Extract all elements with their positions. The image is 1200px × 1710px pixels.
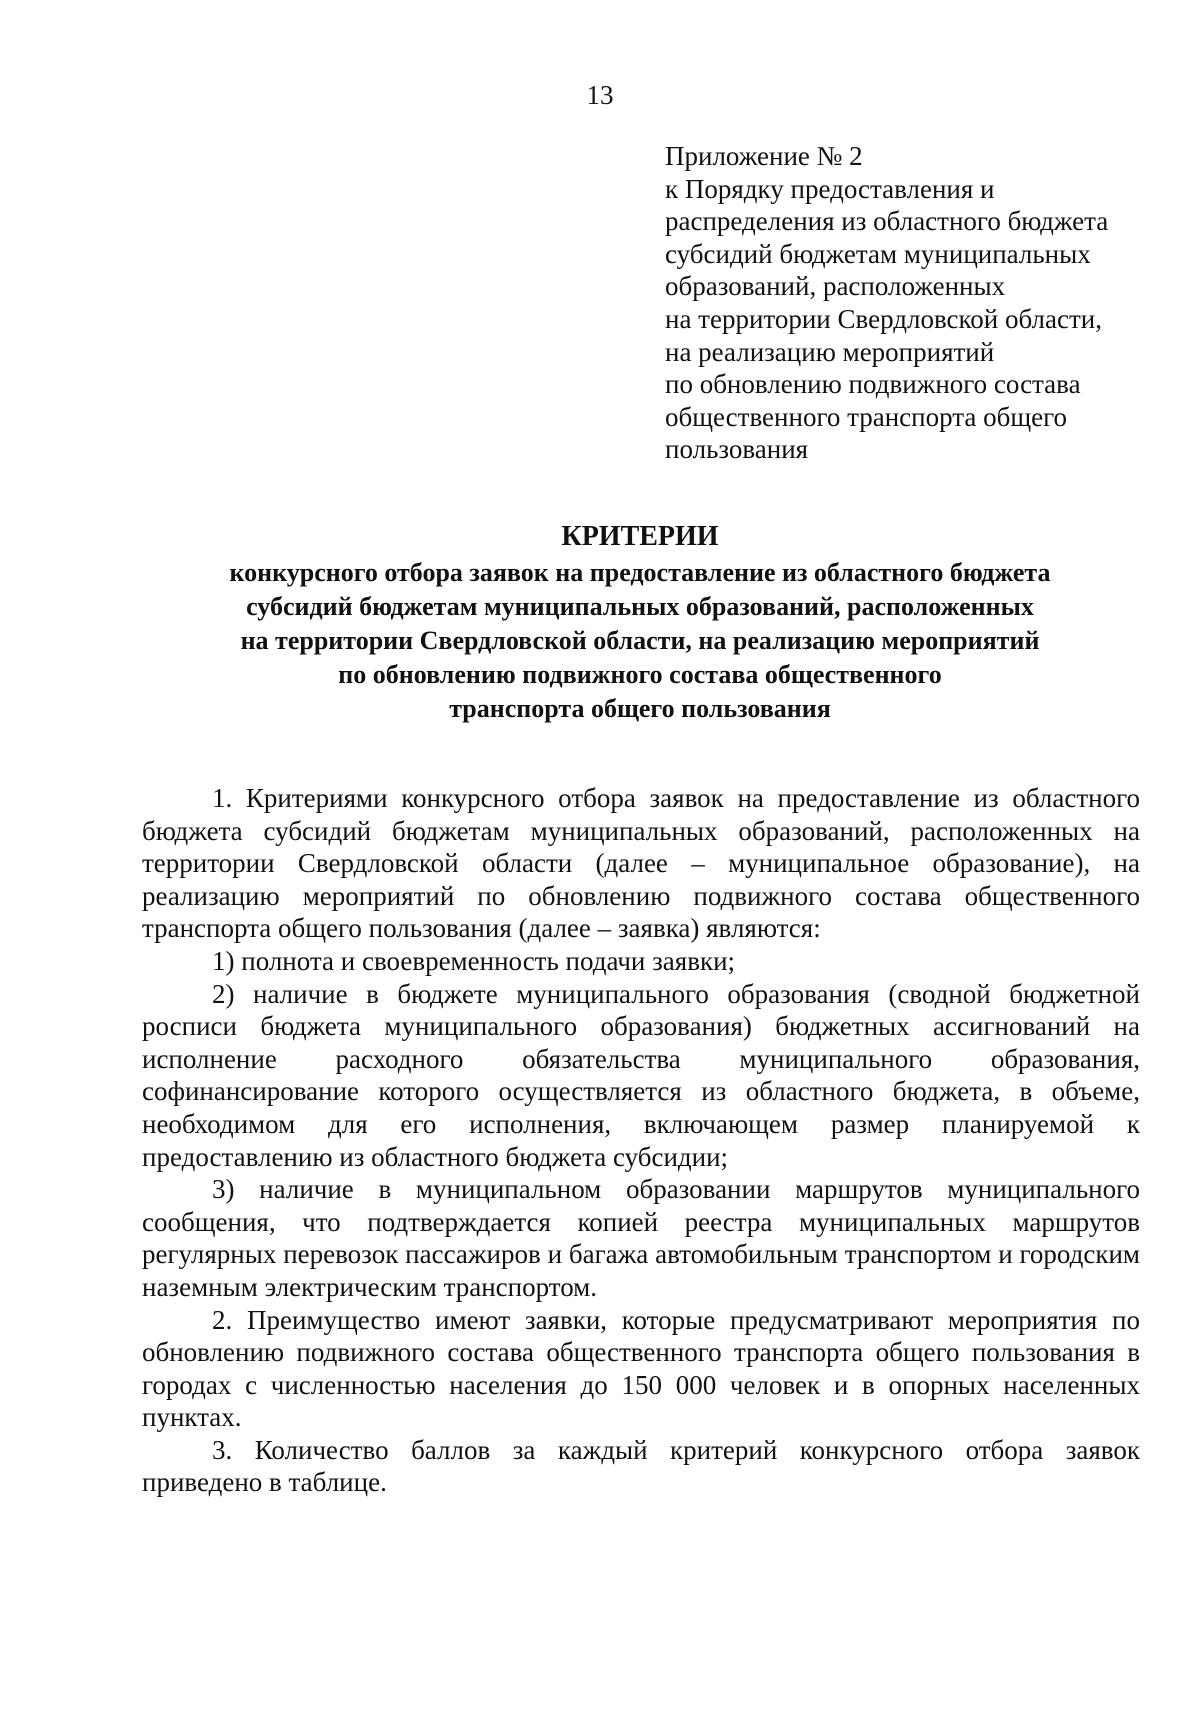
appendix-reference (665, 140, 1165, 466)
body-paragraph: 3. Количество баллов за каждый критерий конкурсного отбора заявок приведено в таблице. (142, 1434, 1140, 1498)
body-paragraph: 2. Преимущество имеют заявки, которые предусматривают мероприятия по обновлению подвижного состава общественного транспорта общего пользования в городах с численностью населения до 150 000 человек и в опорных населенных пунктах. (142, 1304, 1140, 1433)
body-paragraph: 1. Критериями конкурсного отбора заявок на предоставление из областного бюджета субсидий бюджетам муниципальных образований, расположенных на территории Свердловской области (далее – муниципальное образование), на реализацию мероприятий по обновлению подвижного состава общественного транспорта общего пользования (далее – заявка) являются: (142, 783, 1140, 944)
title-subline: на территории Свердловской области, на реализацию мероприятий (240, 626, 1040, 655)
body-paragraph: 3) наличие в муниципальном образовании маршрутов муниципального сообщения, что подтверждается копией реестра муниципальных маршрутов регулярных перевозок пассажиров и багажа автомобильным транспортом и городским наземным электрическим транспортом. (142, 1174, 1140, 1302)
appendix-line: Приложение № 2 (665, 141, 863, 171)
appendix-line: на реализацию мероприятий (665, 336, 995, 367)
appendix-line: на территории Свердловской области, (665, 303, 1102, 334)
document-body (142, 782, 1140, 1499)
appendix-line: пользования (665, 434, 809, 465)
title-subline: по обновлению подвижного состава общественного (338, 660, 942, 689)
page-number: 13 (586, 80, 614, 110)
appendix-line: распределения из областного бюджета (665, 206, 1109, 237)
title-subline: транспорта общего пользования (449, 694, 831, 723)
title-subline: конкурсного отбора заявок на предоставление из областного бюджета (229, 558, 1051, 587)
title-heading: КРИТЕРИИ (561, 521, 719, 552)
appendix-line: общественного транспорта общего (665, 401, 1068, 432)
body-paragraph: 1) полнота и своевременность подачи заявки; (212, 945, 736, 976)
appendix-line: по обновлению подвижного состава (665, 369, 1081, 400)
appendix-line: образований, расположенных (665, 271, 1006, 302)
title-subline: субсидий бюджетам муниципальных образований, расположенных (246, 592, 1034, 621)
body-paragraph: 2) наличие в бюджете муниципального образования (сводной бюджетной росписи бюджета муниципального образования) бюджетных ассигнований на исполнение расходного обязательства муниципального образования, софинансирование которого осуществляется из областного бюджета, в объеме, необходимом для его исполнения, включающем размер планируемой к предоставлению из областного бюджета субсидии; (142, 978, 1140, 1172)
appendix-line: к Порядку предоставления и (665, 173, 995, 204)
appendix-line: субсидий бюджетам муниципальных (665, 238, 1091, 269)
document-title (140, 520, 1140, 726)
